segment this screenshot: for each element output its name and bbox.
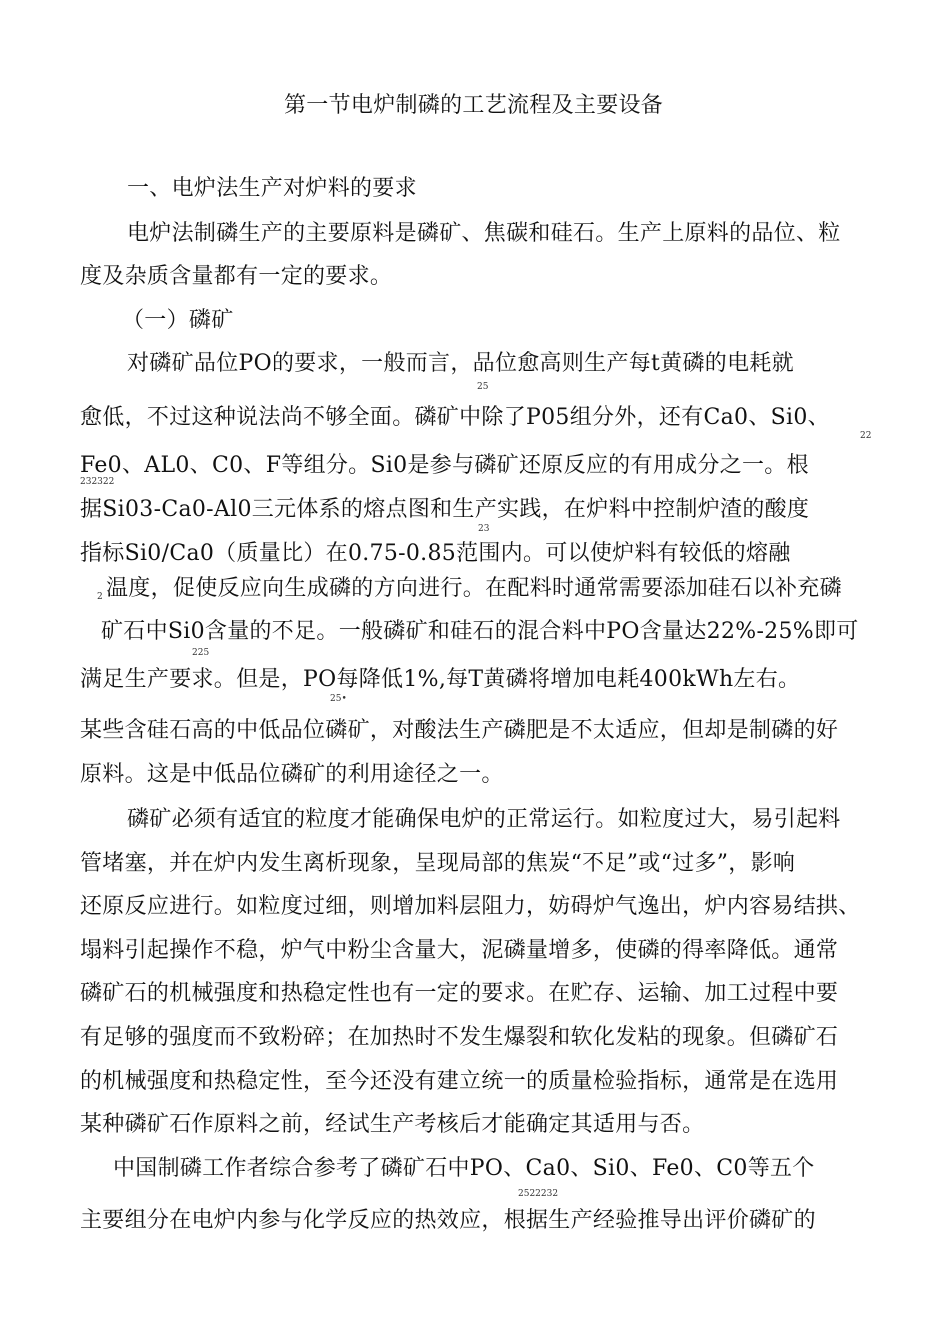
formula-subscript: 232322 <box>80 477 115 487</box>
para2-line-2: 管堵塞，并在炉内发生离析现象，呈现局部的焦炭“不足”或“过多”，影响 <box>80 851 796 876</box>
para2-line-5: 磷矿石的机械强度和热稳定性也有一定的要求。在贮存、运输、加工过程中要 <box>80 981 839 1006</box>
formula-subscript: 2 <box>97 592 103 602</box>
para1-line-6: 温度，促使反应向生成磷的方向进行。在配料时通常需要添加硅石以补充磷 <box>106 576 842 601</box>
intro-line-2: 度及杂质含量都有一定的要求。 <box>80 264 393 289</box>
para2-line-7: 的机械强度和热稳定性，至今还没有建立统一的质量检验指标，通常是在选用 <box>80 1069 839 1094</box>
formula-subscript: 225 <box>192 648 210 658</box>
para2-line-6: 有足够的强度而不致粉碎；在加热时不发生爆裂和软化发粘的现象。但磷矿石 <box>80 1025 839 1050</box>
para1-line-7: 矿石中Si0含量的不足。一般磷矿和硅石的混合料中PO含量达22%-25%即可 <box>101 619 859 644</box>
para1-line-8: 满足生产要求。但是，PO每降低1%,每T黄磷将增加电耗400kWh左右。 <box>80 667 801 692</box>
para1-line-10: 原料。这是中低品位磷矿的利用途径之一。 <box>80 762 504 787</box>
section-heading: 一、电炉法生产对炉料的要求 <box>127 176 417 201</box>
intro-line-1: 电炉法制磷生产的主要原料是磷矿、焦碳和硅石。生产上原料的品位、粒 <box>127 221 841 246</box>
para2-line-3: 还原反应进行。如粒度过细，则增加料层阻力，妨碍炉气逸出，炉内容易结拱、 <box>80 894 861 919</box>
para1-line-4: 据Si03-Ca0-Al0三元体系的熔点图和生产实践，在炉料中控制炉渣的酸度 <box>80 497 810 522</box>
para1-line-5: 指标Si0/Ca0（质量比）在0.75-0.85范围内。可以使炉料有较低的熔融 <box>80 541 791 566</box>
para1-line-3: Fe0、AL0、C0、F等组分。Si0是参与磷矿还原反应的有用成分之一。根 <box>80 453 809 478</box>
formula-subscript: 25 <box>477 382 489 392</box>
para3-line-2: 主要组分在电炉内参与化学反应的热效应，根据生产经验推导出评价磷矿的 <box>80 1208 816 1233</box>
formula-subscript: 23 <box>478 524 490 534</box>
para1-line-1: 对磷矿品位PO的要求，一般而言，品位愈高则生产每t黄磷的电耗就 <box>127 351 794 376</box>
subsection-heading: （一）磷矿 <box>122 308 234 333</box>
para2-line-4: 塌料引起操作不稳，炉气中粉尘含量大，泥磷量增多，使磷的得率降低。通常 <box>80 938 839 963</box>
page-title: 第一节电炉制磷的工艺流程及主要设备 <box>284 93 664 118</box>
formula-subscript: 25• <box>330 694 347 704</box>
para2-line-1: 磷矿必须有适宜的粒度才能确保电炉的正常运行。如粒度过大，易引起料 <box>127 807 841 832</box>
para1-line-9: 某些含硅石高的中低品位磷矿，对酸法生产磷肥是不太适应，但却是制磷的好 <box>80 718 839 743</box>
formula-subscript: 2522232 <box>518 1189 559 1199</box>
para3-line-1: 中国制磷工作者综合参考了磷矿石中PO、Ca0、Si0、Fe0、C0等五个 <box>113 1156 815 1181</box>
formula-subscript: 22 <box>860 431 872 441</box>
para1-line-2: 愈低，不过这种说法尚不够全面。磷矿中除了P05组分外，还有Ca0、Si0、 <box>80 405 830 430</box>
para2-line-8: 某种磷矿石作原料之前，经试生产考核后才能确定其适用与否。 <box>80 1112 705 1137</box>
